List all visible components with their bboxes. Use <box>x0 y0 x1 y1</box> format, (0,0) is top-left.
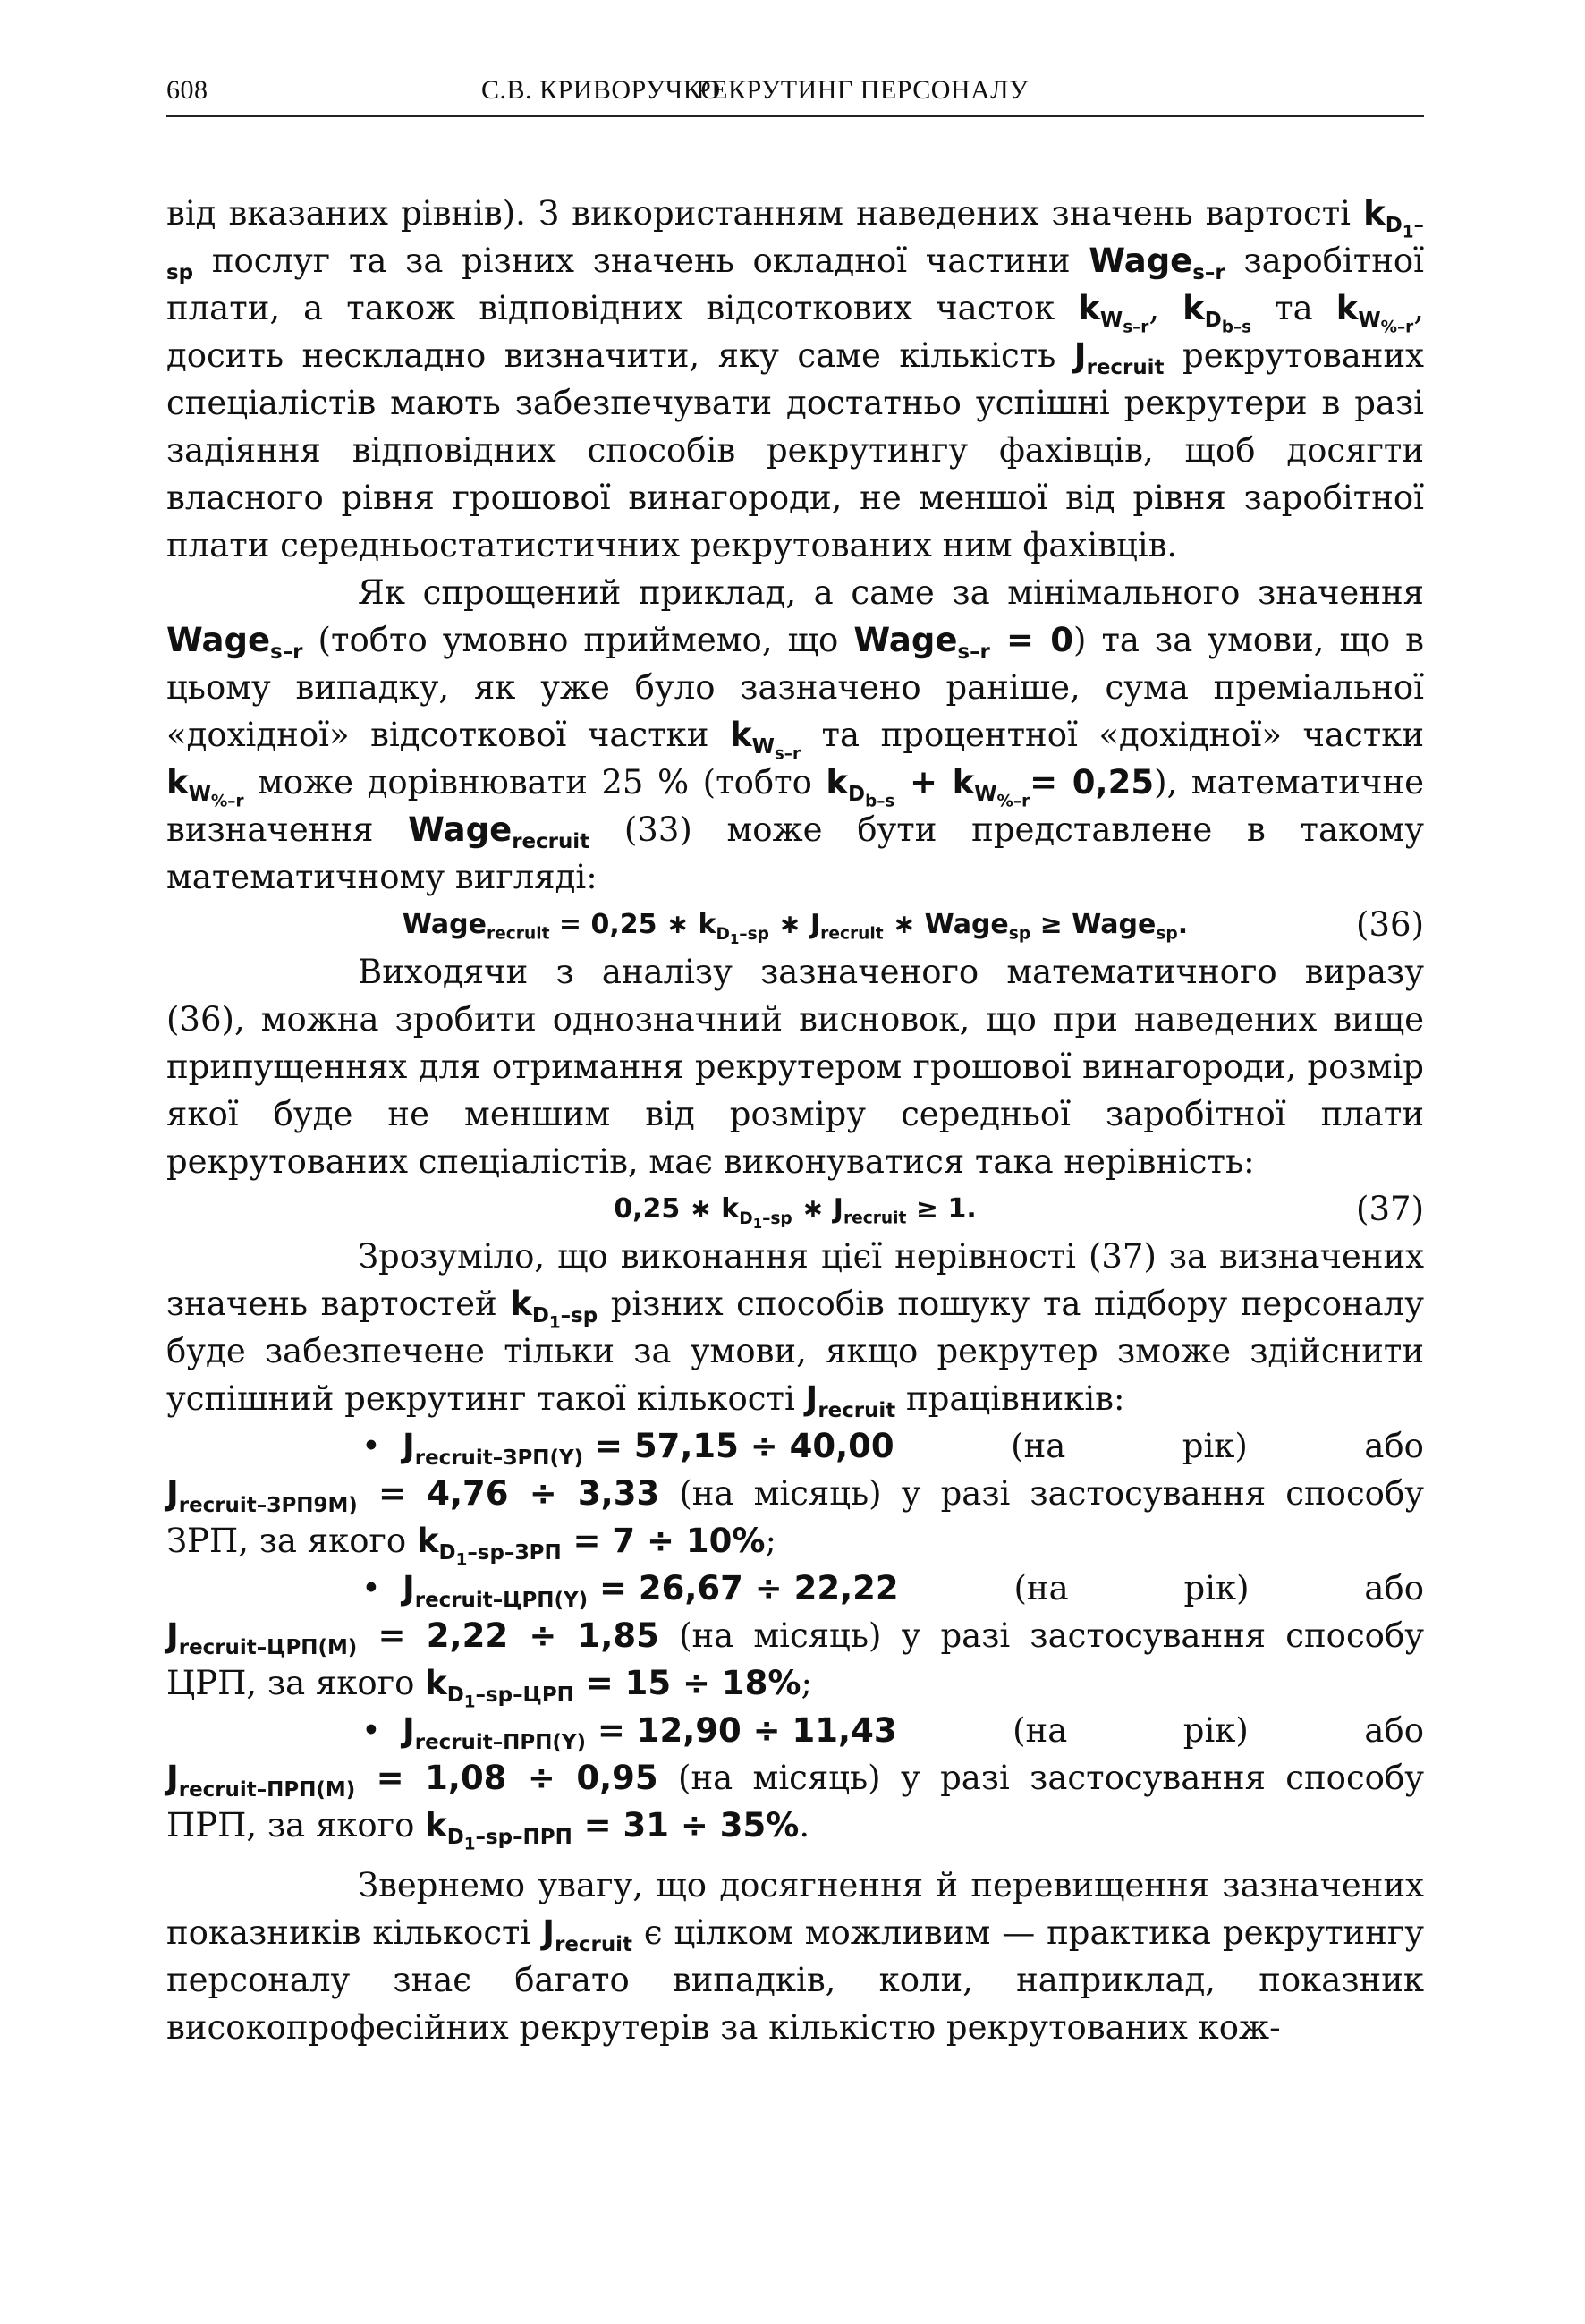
paragraph: Як спрощений приклад, а саме за мінімального значення Wage$_{s-r}$ (тобто умовно приймемо, що Wage$_{s-r}$ = 0) та за умови, що в цьому випадку, як уже було зазначено раніше, сума преміальної «дохідної» відсоткової частки $k_{W_{s-r}}$ та процентної «дохідної» частки $k_{W_{\%-r}}$ може дорівнювати 25 % (тобто $k_{D_{b-s}} + k_{W_{\%-r}}= 0,25$), математичне визначення Wage$_{recruit}$ (33) може бути представлене в такому математичному вигляді: <box>166 573 1424 896</box>
paragraph: Зрозуміло, що виконання цієї нерівності (37) за визначених значень вартостей $k_{D_1-sp}$ різних способів пошуку та підбору персоналу буде забезпечене тільки за умови, якщо рекрутер зможе здійснити успішний рекрутинг такої кількості $J_{recruit}$ працівників: <box>166 1237 1424 1423</box>
paragraph: від вказаних рівнів). З використанням наведених значень вартості $k_{D_1-sp}$ послуг та за різних значень окладної частини Wage$_{s-r}$ заробітної плати, а також відповідних відсоткових часток $k_{W_{s-r}}$, $k_{D_{b-s}}$ та $k_{W_{\%-r}}$, досить нескладно визначити, яку саме кількість $J_{recruit}$ рекрутованих спеціалістів мають забезпечувати достатньо успішні рекрутери в разі задіяння відповідних способів рекрутингу фахівців, щоб досягти власного рівня грошової винагороди, не меншої від рівня заробітної плати середньостатистичних рекрутованих ним фахівців. <box>166 194 1425 564</box>
equation-number: (36) <box>1356 905 1424 944</box>
page-number: 608 <box>166 75 208 105</box>
page-header <box>166 75 1424 117</box>
header-book-title: РЕКРУТИНГ ПЕРСОНАЛУ <box>696 75 1029 105</box>
page-body <box>166 190 1424 2051</box>
equation-37: 0,25 ∗ $k_{D_1-sp}$ ∗ $J_{recruit} \ge 1$. (37) <box>166 1185 1424 1233</box>
header-author: С.В. КРИВОРУЧКО <box>481 75 721 105</box>
equation-number: (37) <box>1356 1190 1424 1228</box>
paragraph: Виходячи з аналізу зазначеного математичного виразу (36), можна зробити однозначний висновок, що при наведених вище припущеннях для отримання рекрутером грошової винагороди, розмір якої буде не меншим від розміру середньої заробітної плати рекрутованих спеціалістів, має виконуватися така нерівність: <box>166 953 1424 1181</box>
list-item: • $J_{recruit-ЦРП(Y)} = 26,67 \div 22,22$ (на рік) або $J_{recruit-ЦРП(М)} = 2,22 \div 1,85$ (на місяць) у разі застосування способу ЦРП, за якого $k_{D_1-sp-ЦРП} = 15 \div 18\%$; <box>166 1569 1424 1712</box>
list-item: • $J_{recruit-ПРП(Y)} = 12,90 \div 11,43$ (на рік) або $J_{recruit-ПРП(М)} = 1,08 \div 0,95$ (на місяць) у разі застосування способу ПРП, за якого $k_{D_1-sp-ПРП} = 31 \div 35\%$. <box>166 1711 1424 1854</box>
paragraph: Звернемо увагу, що досягнення й перевищення зазначених показників кількості $J_{recruit}$ є цілком можливим — практика рекрутингу персоналу знає багато випадків, коли, наприклад, показник високопрофесійних рекрутерів за кількістю рекрутованих кож- <box>166 1866 1424 2047</box>
equation-36: Wage$_{recruit}$ = 0,25 ∗ $k_{D_1-sp}$ ∗ $J_{recruit}$ ∗ Wage$_{sp}$ ≥ Wage$_{sp}$. (36) <box>166 901 1424 948</box>
bullet-list <box>166 1422 1424 1854</box>
list-item: • $J_{recruit-ЗРП(Y)} = 57,15 \div 40,00$ (на рік) або $J_{recruit-ЗРП9М)} = 4,76 \div 3,33$ (на місяць) у разі застосування способу ЗРП, за якого $k_{D_1-sp-ЗРП} = 7 \div 10\%$; <box>166 1427 1424 1570</box>
